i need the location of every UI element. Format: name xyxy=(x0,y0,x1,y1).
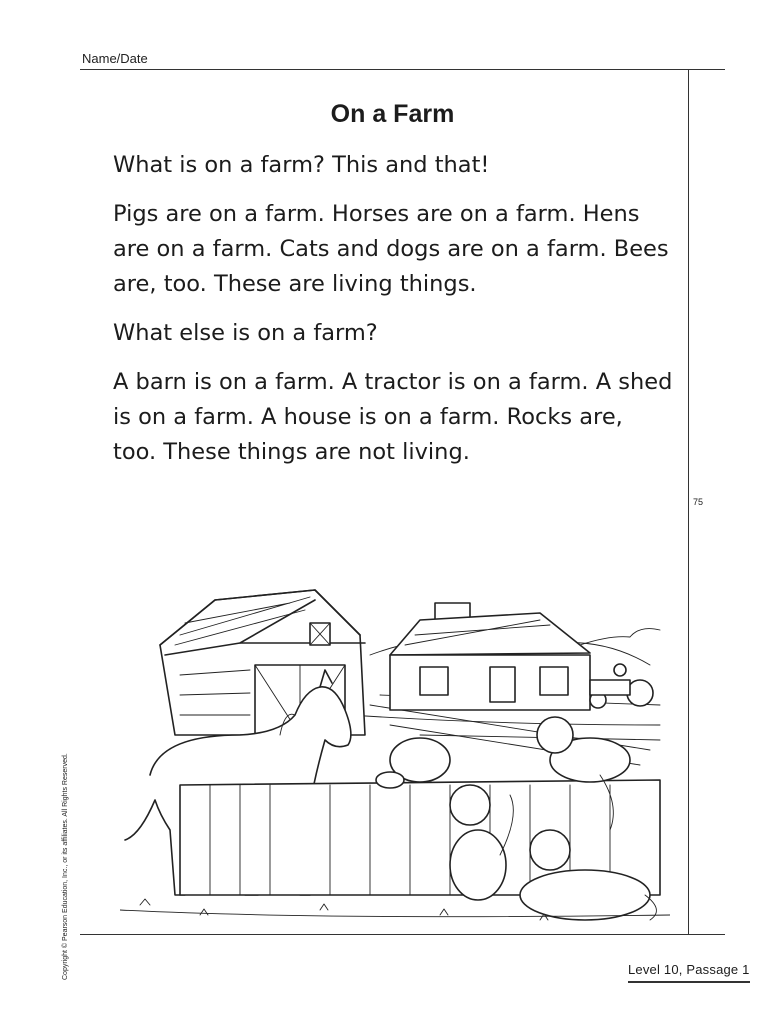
level-passage-label: Level 10, Passage 1 xyxy=(628,962,750,983)
passage-paragraph-1: What is on a farm? This and that! xyxy=(113,152,490,178)
passage-body xyxy=(113,148,673,484)
farm-scene-illustration xyxy=(120,575,670,935)
passage-paragraph-3: What else is on a farm? xyxy=(113,320,378,346)
passage-paragraph-4: A barn is on a farm. A tractor is on a farm. A shed is on a farm. A house is on a farm. Rocks are, too. These things are not living. xyxy=(113,369,673,465)
copyright-notice: Copyright © Pearson Education, Inc., or its affiliates. All Rights Reserved. xyxy=(62,753,69,980)
passage-title: On a Farm xyxy=(330,100,455,128)
farm-scene-icon xyxy=(120,575,670,935)
passage-paragraph-2: Pigs are on a farm. Horses are on a farm. Hens are on a farm. Cats and dogs are on a farm. Bees are, too. These are living things. xyxy=(113,201,669,297)
top-rule xyxy=(80,69,725,70)
vertical-rule xyxy=(688,69,689,934)
name-date-label: Name/Date xyxy=(82,51,148,66)
word-count: 75 xyxy=(693,497,704,507)
